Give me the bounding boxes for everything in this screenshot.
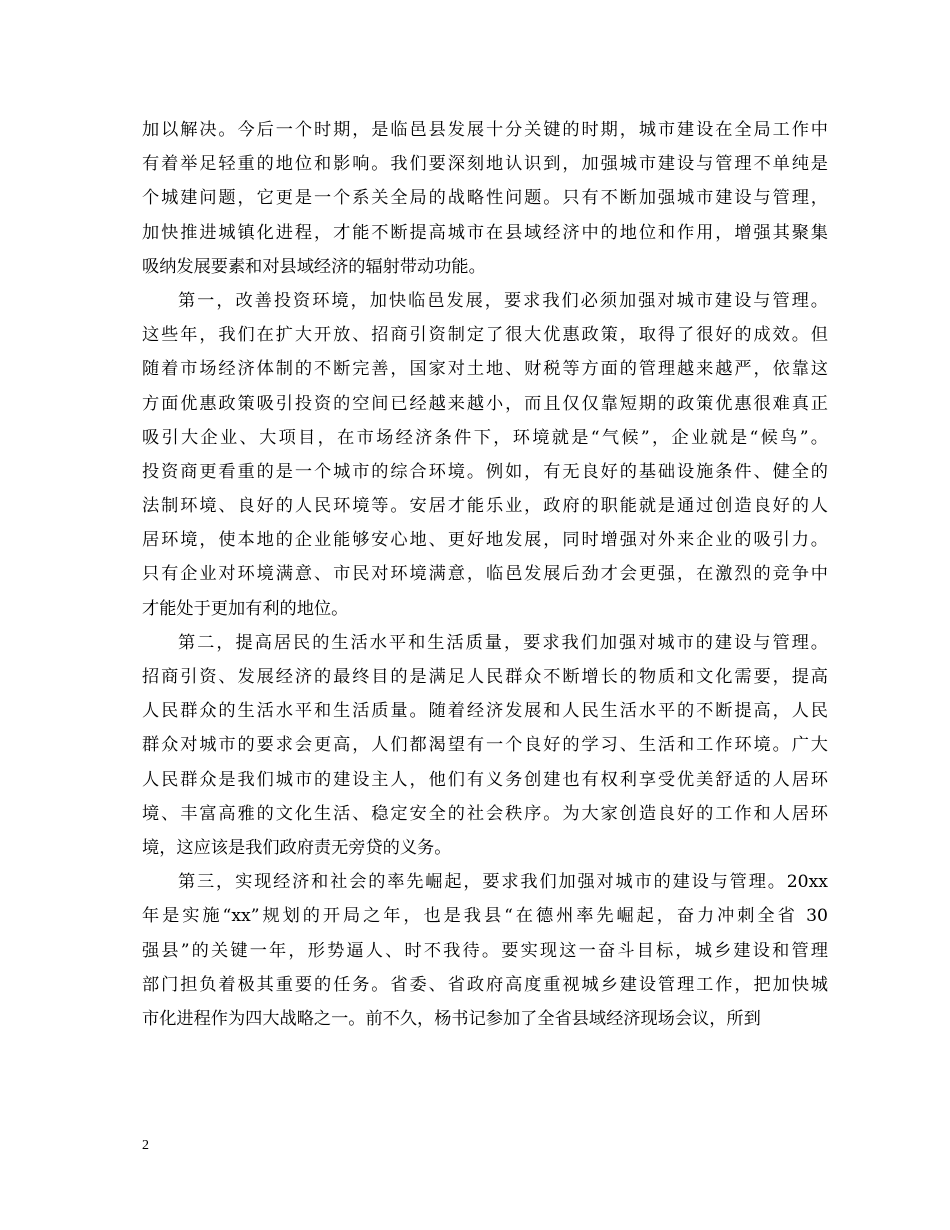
text-line: 居环境，使本地的企业能够安心地、更好地发展，同时增强对外来企业的吸引力。: [142, 530, 828, 551]
text-line: 境、丰富高雅的文化生活、稳定安全的社会秩序。为大家创造良好的工作和人居环: [142, 803, 828, 824]
text-line: 只有企业对环境满意、市民对环境满意，临邑发展后劲才会更强，在激烈的竞争中: [142, 564, 828, 585]
text-line: 随着市场经济体制的不断完善，国家对土地、财税等方面的管理越来越严，依靠这: [142, 359, 828, 380]
text-line: 有着举足轻重的地位和影响。我们要深刻地认识到，加强城市建设与管理不单纯是: [142, 154, 828, 175]
text-line: 群众对城市的要求会更高，人们都渴望有一个良好的学习、生活和工作环境。广大: [142, 735, 828, 756]
body-text: [142, 113, 828, 1036]
text-line: 吸纳发展要素和对县域经济的辐射带动功能。: [142, 256, 486, 277]
text-line: 投资商更看重的是一个城市的综合环境。例如，有无良好的基础设施条件、健全的: [142, 461, 828, 482]
text-line: 吸引大企业、大项目，在市场经济条件下，环境就是“气候”，企业就是“候鸟”。: [142, 427, 828, 448]
text-line: 法制环境、良好的人民环境等。安居才能乐业，政府的职能就是通过创造良好的人: [142, 496, 828, 517]
text-line: 第一，改善投资环境，加快临邑发展，要求我们必须加强对城市建设与管理。: [178, 290, 828, 311]
paragraph: [142, 284, 828, 626]
paragraph: [142, 113, 828, 284]
text-line: 部门担负着极其重要的任务。省委、省政府高度重视城乡建设管理工作，把加快城: [142, 974, 828, 995]
text-line: 境，这应该是我们政府责无旁贷的义务。: [142, 837, 452, 858]
text-line: 这些年，我们在扩大开放、招商引资制定了很大优惠政策，取得了很好的成效。但: [142, 325, 828, 346]
text-line: 加以解决。今后一个时期，是临邑县发展十分关键的时期，城市建设在全局工作中: [142, 120, 828, 140]
text-line: 人民群众是我们城市的建设主人，他们有义务创建也有权利享受优美舒适的人居环: [142, 769, 828, 790]
text-line: 第三，实现经济和社会的率先崛起，要求我们加强对城市的建设与管理。20xx: [178, 872, 828, 893]
text-line: 年是实施“xx”规划的开局之年，也是我县“在德州率先崛起，奋力冲刺全省 30: [142, 906, 828, 927]
text-line: 加快推进城镇化进程，才能不断提高城市在县域经济中的地位和作用，增强其聚集: [142, 222, 828, 243]
text-line: 方面优惠政策吸引投资的空间已经越来越小，而且仅仅靠短期的政策优惠很难真正: [142, 393, 828, 414]
text-line: 强县”的关键一年，形势逼人、时不我待。要实现这一奋斗目标，城乡建设和管理: [142, 940, 828, 961]
paragraph: [142, 865, 828, 1036]
text-line: 市化进程作为四大战略之一。前不久，杨书记参加了全省县域经济现场会议，所到: [142, 1008, 761, 1029]
text-line: 人民群众的生活水平和生活质量。随着经济发展和人民生活水平的不断提高，人民: [142, 701, 828, 722]
page-number: 2: [142, 1138, 149, 1153]
text-line: 第二，提高居民的生活水平和生活质量，要求我们加强对城市的建设与管理。: [178, 632, 828, 653]
text-line: 个城建问题，它更是一个系关全局的战略性问题。只有不断加强城市建设与管理，: [142, 188, 828, 209]
paragraph: [142, 626, 828, 865]
text-line: 招商引资、发展经济的最终目的是满足人民群众不断增长的物质和文化需要，提高: [142, 667, 828, 687]
text-line: 才能处于更加有利的地位。: [142, 598, 349, 619]
